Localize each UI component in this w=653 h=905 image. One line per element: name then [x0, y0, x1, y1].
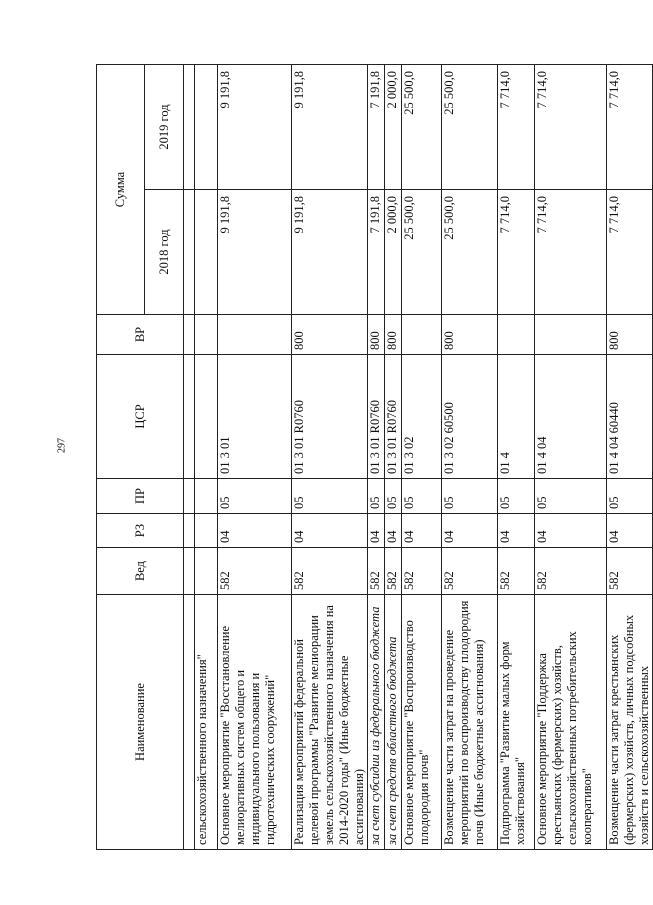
table-row [368, 65, 385, 850]
row-2019 [195, 65, 218, 190]
row-vr [195, 315, 218, 355]
header-pr: ПР [97, 479, 184, 514]
row-rz: 04 [292, 514, 368, 548]
row-rz: 04 [607, 514, 653, 548]
row-2018 [195, 190, 218, 315]
row-2018: 7 714,0 [607, 190, 653, 315]
row-ved: 582 [368, 548, 385, 595]
row-rz [195, 514, 218, 548]
header-name: Наименование [97, 595, 184, 850]
table-row [442, 65, 498, 850]
table-row [607, 65, 653, 850]
row-pr: 05 [607, 479, 653, 514]
row-pr: 05 [402, 479, 442, 514]
row-pr: 05 [442, 479, 498, 514]
row-csr: 01 4 04 60440 [607, 355, 653, 479]
row-2019: 9 191,8 [218, 65, 292, 190]
row-vr: 800 [442, 315, 498, 355]
row-2019: 2 000,0 [385, 65, 402, 190]
row-2018: 25 500,0 [442, 190, 498, 315]
row-name: Подпрограмма "Развитие малых форм хозяйствования" [498, 595, 535, 850]
row-name: Основное мероприятие "Поддержка крестьянских (фермерских) хозяйств, сельскохозяйственных потребительских кооперативов" [535, 595, 607, 850]
row-pr: 05 [292, 479, 368, 514]
header-ved: Вед [97, 548, 184, 595]
header-sum: Сумма [97, 65, 145, 315]
row-2018: 2 000,0 [385, 190, 402, 315]
header-rz: РЗ [97, 514, 184, 548]
row-csr: 01 4 [498, 355, 535, 479]
row-csr: 01 3 01 R0760 [385, 355, 402, 479]
row-ved: 582 [402, 548, 442, 595]
row-rz: 04 [402, 514, 442, 548]
row-2018: 9 191,8 [292, 190, 368, 315]
header-csr: ЦСР [97, 355, 184, 479]
table-row [292, 65, 368, 850]
table-row [535, 65, 607, 850]
budget-table-container [96, 65, 651, 850]
row-ved: 582 [607, 548, 653, 595]
row-ved: 582 [218, 548, 292, 595]
row-2018: 9 191,8 [218, 190, 292, 315]
row-name: Возмещение части затрат на проведение мероприятий по воспроизводству плодородия почв (Иные бюджетные ассигнования) [442, 595, 498, 850]
row-rz: 04 [385, 514, 402, 548]
row-2018: 7 191,8 [368, 190, 385, 315]
header-year-2018: 2018 год [145, 190, 184, 315]
table-row [402, 65, 442, 850]
row-2019: 7 714,0 [607, 65, 653, 190]
row-name: за счет субсидии из федерального бюджета [368, 595, 385, 850]
row-pr [195, 479, 218, 514]
row-2018: 25 500,0 [402, 190, 442, 315]
row-csr: 01 3 01 R0760 [368, 355, 385, 479]
row-ved: 582 [385, 548, 402, 595]
row-csr: 01 3 01 [218, 355, 292, 479]
row-csr [195, 355, 218, 479]
row-ved: 582 [535, 548, 607, 595]
header-spacer-row [184, 65, 195, 850]
row-name: сельскохозяйственного назначения" [195, 595, 218, 850]
row-rz: 04 [218, 514, 292, 548]
row-vr [218, 315, 292, 355]
row-rz: 04 [535, 514, 607, 548]
budget-table [96, 64, 653, 850]
row-2018: 7 714,0 [535, 190, 607, 315]
row-name: Основное мероприятие "Восстановление мелиоративных систем общего и индивидуального пользования и гидротехнических сооружений" [218, 595, 292, 850]
table-row [385, 65, 402, 850]
row-csr: 01 3 02 60500 [442, 355, 498, 479]
row-pr: 05 [498, 479, 535, 514]
header-row-top [97, 65, 145, 850]
row-rz: 04 [442, 514, 498, 548]
table-row [218, 65, 292, 850]
row-pr: 05 [385, 479, 402, 514]
row-pr: 05 [535, 479, 607, 514]
table-row [498, 65, 535, 850]
table-row [195, 65, 218, 850]
page-number: 297 [56, 438, 68, 453]
row-csr: 01 4 04 [535, 355, 607, 479]
row-vr: 800 [292, 315, 368, 355]
header-vr: ВР [97, 315, 184, 355]
row-2019: 7 714,0 [535, 65, 607, 190]
row-ved: 582 [442, 548, 498, 595]
row-2019: 25 500,0 [442, 65, 498, 190]
row-name: Возмещение части затрат крестьянских (фермерских) хозяйств, личных подсобных хозяйств и сельскохозяйственных [607, 595, 653, 850]
row-pr: 05 [368, 479, 385, 514]
row-2018: 7 714,0 [498, 190, 535, 315]
row-vr: 800 [385, 315, 402, 355]
row-rz: 04 [498, 514, 535, 548]
row-ved [195, 548, 218, 595]
row-csr: 01 3 01 R0760 [292, 355, 368, 479]
row-rz: 04 [368, 514, 385, 548]
row-2019: 7 714,0 [498, 65, 535, 190]
row-ved: 582 [498, 548, 535, 595]
row-csr: 01 3 02 [402, 355, 442, 479]
row-2019: 25 500,0 [402, 65, 442, 190]
row-name: за счет средств областного бюджета [385, 595, 402, 850]
row-vr [498, 315, 535, 355]
row-vr [402, 315, 442, 355]
row-vr: 800 [368, 315, 385, 355]
row-pr: 05 [218, 479, 292, 514]
row-ved: 582 [292, 548, 368, 595]
header-year-2019: 2019 год [145, 65, 184, 190]
row-2019: 7 191,8 [368, 65, 385, 190]
row-name: Основное мероприятие "Воспроизводство плодородия почв" [402, 595, 442, 850]
row-vr: 800 [607, 315, 653, 355]
row-name: Реализация мероприятий федеральной целевой программы "Развитие мелиорации земель сельскохозяйственного назначения на 2014-2020 годы" (Иные бюджетные ассигнования) [292, 595, 368, 850]
row-2019: 9 191,8 [292, 65, 368, 190]
row-vr [535, 315, 607, 355]
